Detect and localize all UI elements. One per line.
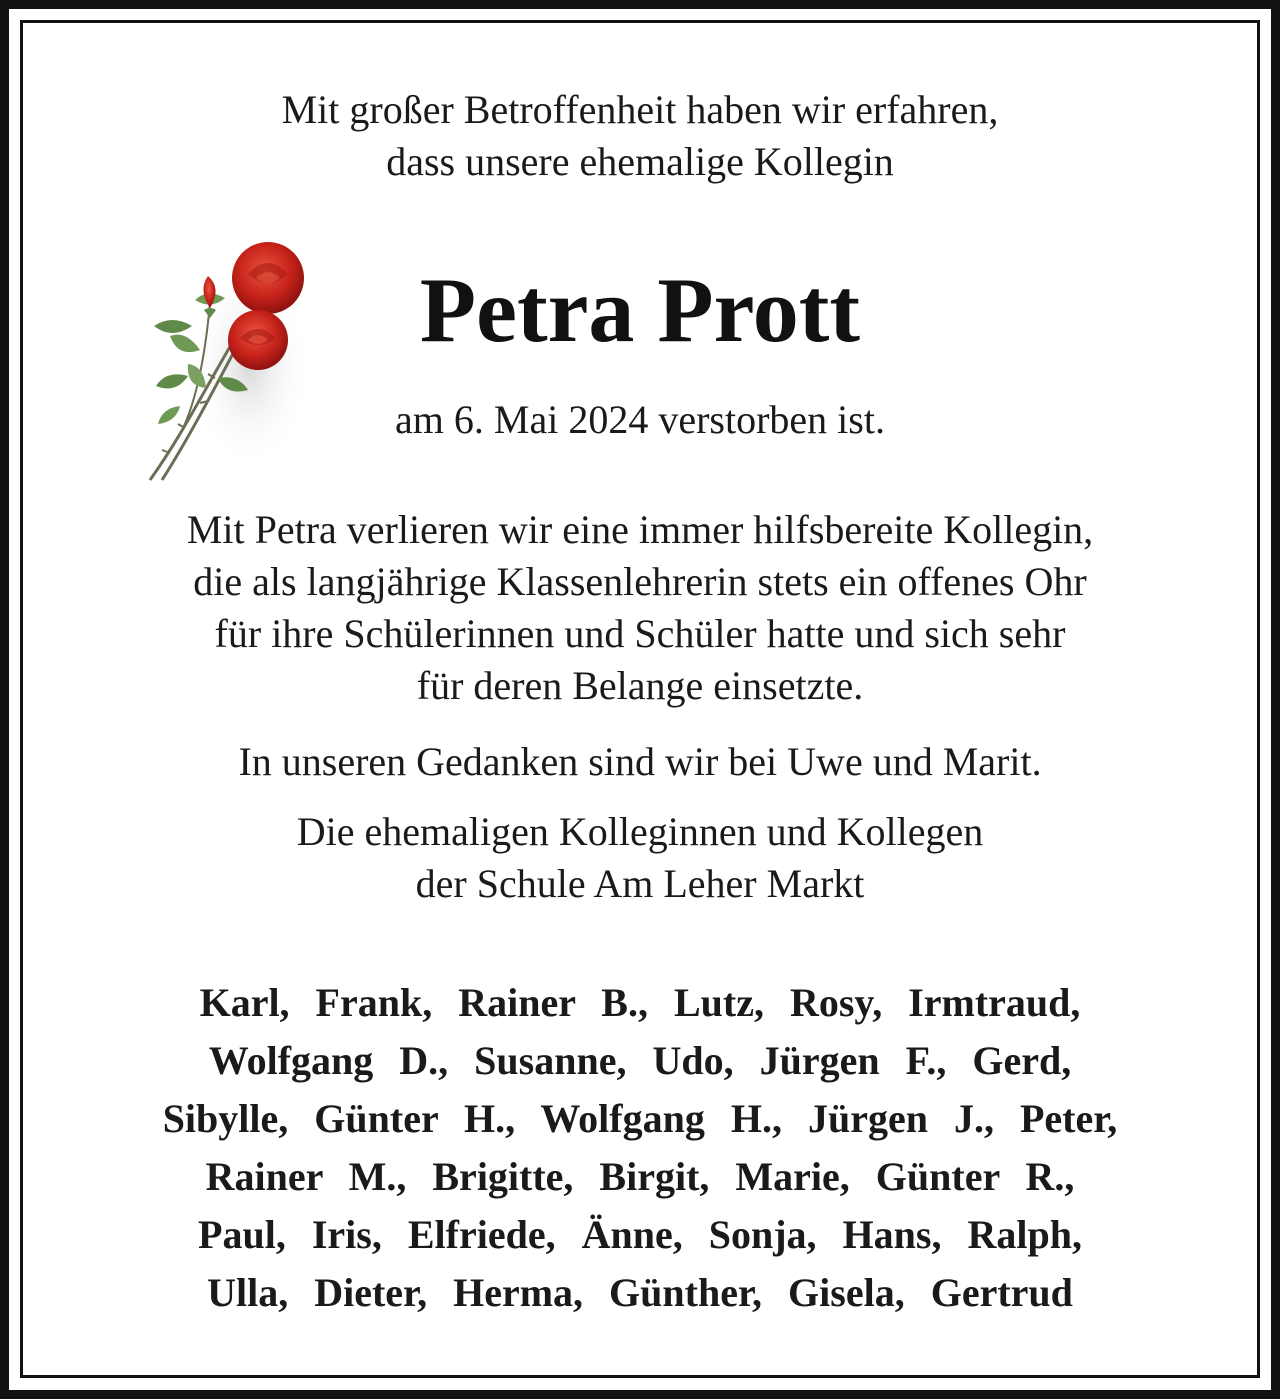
names-line: Ulla, Dieter, Herma, Günther, Gisela, Gertrud bbox=[207, 1270, 1073, 1315]
tribute-text bbox=[0, 504, 1280, 712]
intro-line: Mit großer Betroffenheit haben wir erfahren, bbox=[281, 87, 999, 132]
signature-line: der Schule Am Leher Markt bbox=[415, 861, 865, 906]
names-line: Karl, Frank, Rainer B., Lutz, Rosy, Irmtraud, bbox=[199, 980, 1081, 1025]
tribute-line: die als langjährige Klassenlehrerin stets ein offenes Ohr bbox=[193, 559, 1087, 604]
signature-line: Die ehemaligen Kolleginnen und Kollegen bbox=[296, 809, 984, 854]
names-line: Wolfgang D., Susanne, Udo, Jürgen F., Gerd, bbox=[208, 1038, 1072, 1083]
condolence-line: In unseren Gedanken sind wir bei Uwe und Marit. bbox=[238, 739, 1042, 784]
red-roses-icon bbox=[140, 238, 312, 484]
condolence-text bbox=[0, 736, 1280, 788]
intro-text bbox=[0, 84, 1280, 188]
signature-text bbox=[0, 806, 1280, 910]
intro-line: dass unsere ehemalige Kollegin bbox=[386, 139, 894, 184]
tribute-line: für deren Belange einsetzte. bbox=[416, 663, 864, 708]
names-line: Rainer M., Brigitte, Birgit, Marie, Günter R., bbox=[205, 1154, 1075, 1199]
names-line: Paul, Iris, Elfriede, Änne, Sonja, Hans, Ralph, bbox=[198, 1212, 1082, 1257]
date-of-death: am 6. Mai 2024 verstorben ist. bbox=[395, 397, 885, 442]
names-line: Sibylle, Günter H., Wolfgang H., Jürgen J., Peter, bbox=[162, 1096, 1118, 1141]
colleague-names bbox=[0, 974, 1280, 1322]
tribute-line: Mit Petra verlieren wir eine immer hilfsbereite Kollegin, bbox=[186, 507, 1094, 552]
tribute-line: für ihre Schülerinnen und Schüler hatte und sich sehr bbox=[214, 611, 1066, 656]
deceased-name: Petra Prott bbox=[419, 259, 861, 361]
